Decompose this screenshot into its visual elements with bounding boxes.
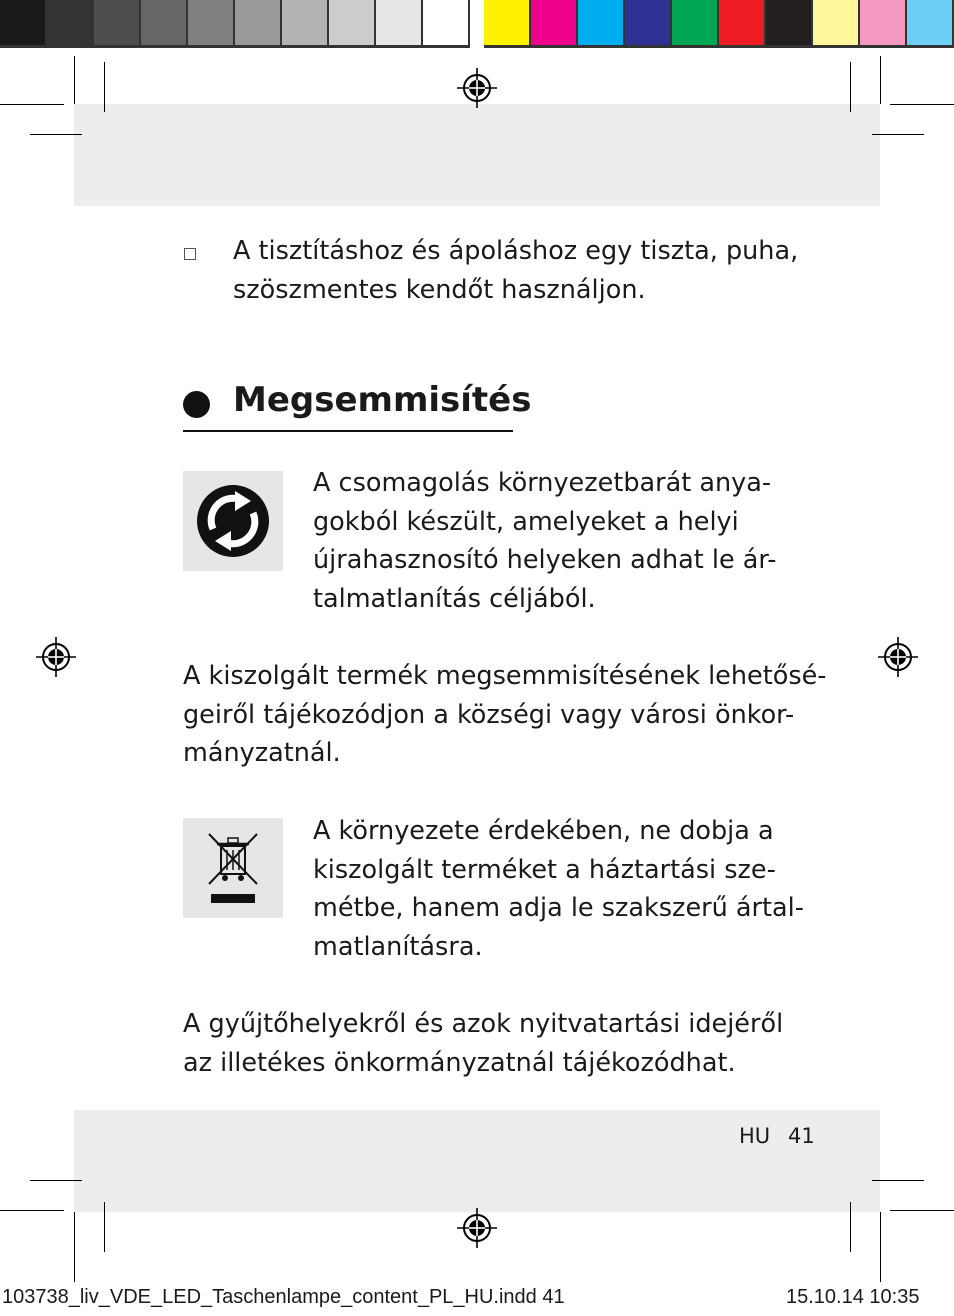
color-swatch bbox=[766, 0, 813, 48]
text-line: A csomagolás környezetbarát anya- bbox=[313, 468, 772, 498]
checkbox-bullet-icon bbox=[184, 248, 196, 260]
weee-note-text bbox=[313, 812, 804, 966]
color-swatch bbox=[141, 0, 188, 48]
text-line: újrahasznosító helyeken adhat le ár- bbox=[313, 545, 777, 575]
text-line: A kiszolgált termék megsemmisítésének lehetősé- bbox=[183, 661, 827, 691]
color-swatch bbox=[47, 0, 94, 48]
text-line: métbe, hanem adja le szakszerű ártal- bbox=[313, 893, 804, 923]
text-line: matlanításra. bbox=[313, 931, 483, 962]
page-number: 41 bbox=[788, 1124, 815, 1148]
color-swatch bbox=[625, 0, 672, 48]
color-calibration-bar bbox=[484, 0, 954, 52]
color-swatch bbox=[860, 0, 907, 48]
section-title: Megsemmisítés bbox=[233, 380, 532, 420]
color-swatch bbox=[188, 0, 235, 48]
text-line: gokból készült, amelyeket a helyi bbox=[313, 506, 739, 537]
collection-info-text bbox=[183, 1005, 783, 1082]
color-swatch bbox=[484, 0, 531, 48]
grayscale-calibration-bar bbox=[0, 0, 470, 52]
packaging-note-text bbox=[313, 464, 776, 618]
color-swatch bbox=[672, 0, 719, 48]
intro-bullet-text bbox=[233, 232, 798, 309]
color-swatch bbox=[578, 0, 625, 48]
registration-mark-bottom bbox=[457, 1208, 497, 1248]
disposal-info-text bbox=[183, 657, 827, 773]
color-swatch bbox=[235, 0, 282, 48]
color-swatch bbox=[329, 0, 376, 48]
text-line: kiszolgált terméket a háztartási sze- bbox=[313, 854, 776, 885]
color-swatch bbox=[94, 0, 141, 48]
slug-date-time: 15.10.14 10:35 bbox=[786, 1286, 920, 1308]
text-line: az illetékes önkormányzatnál tájékozódhat. bbox=[183, 1047, 736, 1078]
color-swatch bbox=[719, 0, 766, 48]
text-line: A tisztításhoz és ápoláshoz egy tiszta, puha, bbox=[233, 236, 799, 266]
header-band bbox=[74, 104, 880, 206]
recycle-green-dot-icon bbox=[183, 471, 283, 571]
heading-bullet-icon bbox=[183, 391, 210, 418]
crossed-out-bin-icon bbox=[183, 818, 283, 918]
text-line: mányzatnál. bbox=[183, 738, 341, 768]
footer-language: HU bbox=[739, 1124, 771, 1148]
color-swatch bbox=[282, 0, 329, 48]
text-line: szöszmentes kendőt használjon. bbox=[233, 274, 646, 305]
registration-mark-top bbox=[457, 68, 497, 108]
text-line: A környezete érdekében, ne dobja a bbox=[313, 816, 774, 846]
text-line: talmatlanítás céljából. bbox=[313, 583, 596, 614]
color-swatch bbox=[423, 0, 470, 48]
registration-mark-left bbox=[36, 637, 76, 677]
color-swatch bbox=[0, 0, 47, 48]
slug-file-name: 103738_liv_VDE_LED_Taschenlampe_content_PL_HU.indd 41 bbox=[2, 1286, 565, 1308]
text-line: geiről tájékozódjon a községi vagy városi önkor- bbox=[183, 699, 795, 730]
section-heading bbox=[183, 380, 532, 432]
color-swatch bbox=[376, 0, 423, 48]
color-swatch bbox=[907, 0, 954, 48]
color-swatch bbox=[531, 0, 578, 48]
color-swatch bbox=[813, 0, 860, 48]
registration-mark-right bbox=[878, 637, 918, 677]
text-line: A gyűjtőhelyekről és azok nyitvatartási idejéről bbox=[183, 1009, 784, 1039]
